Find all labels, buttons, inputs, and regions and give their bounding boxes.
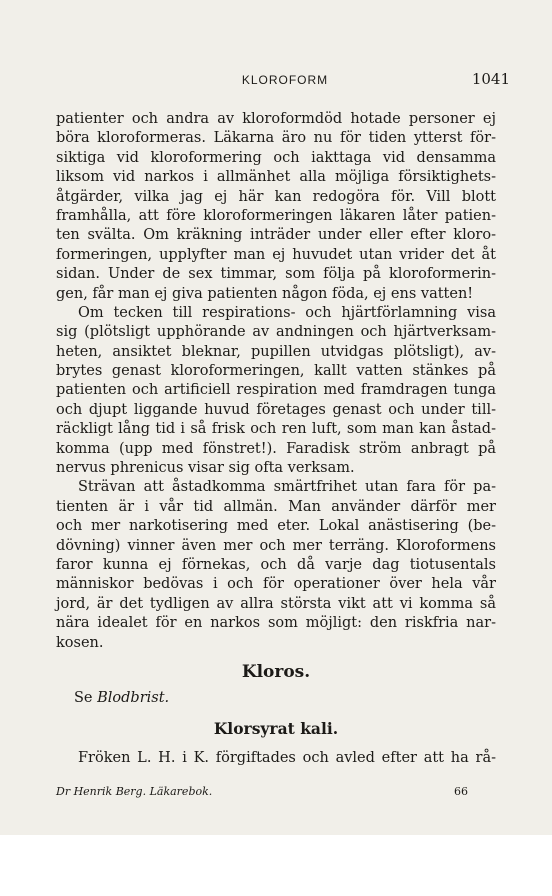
section-heading-kloros: Kloros.	[241, 661, 311, 682]
text-line: jord, är det tydligen av allra största vikt att vi komma så	[56, 595, 496, 612]
signature-mark: 66	[454, 785, 468, 798]
cross-reference-target: Blodbrist.	[97, 689, 170, 706]
paragraph-1	[56, 110, 496, 304]
text-line: Fröken L. H. i K. förgiftades och avled efter att ha rå-	[78, 749, 496, 766]
text-line: sidan. Under de sex timmar, som följa på kloroformerin-	[56, 266, 496, 283]
text-line: patienter och andra av kloroformdöd hotade personer ej	[56, 111, 496, 127]
text-line: och mer narkotisering med eter. Lokal anästisering (be-	[56, 518, 496, 535]
text-line: formeringen, upplyfter man ej huvudet utan vrider det åt	[56, 246, 496, 263]
text-line: och djupt liggande huvud företages genast och under till-	[56, 401, 496, 418]
body-text	[56, 110, 496, 768]
text-line: böra kloroformeras. Läkarna äro nu för tiden ytterst för-	[56, 130, 496, 147]
text-line: tienten är i vår tid allmän. Man använder därför mer	[56, 498, 496, 515]
text-line: människor bedövas i och för operationer över hela vår	[56, 576, 496, 593]
text-line: liksom vid narkos i allmänhet alla möjliga försiktighets-	[56, 169, 496, 186]
section-heading-klorsyrat-kali: Klorsyrat kali.	[213, 718, 339, 738]
text-line: patienten och artificiell respiration med framdragen tunga	[56, 382, 496, 399]
paragraph-3	[56, 478, 496, 653]
footer-imprint: Dr Henrik Berg. Läkarebok.	[56, 785, 213, 798]
text-line: räckligt lång tid i så frisk och ren luft, som man kan åstad-	[56, 421, 496, 438]
text-line: brytes genast kloroformeringen, kallt vatten stänkes på	[56, 363, 496, 380]
text-line: åtgärder, vilka jag ej här kan redogöra för. Vill blott	[56, 188, 496, 205]
text-line: heten, ansiktet bleknar, pupillen utvidgas plötsligt), av-	[56, 343, 496, 360]
text-line: nervus phrenicus visar sig ofta verksam.	[56, 460, 355, 477]
cross-reference-prefix: Se	[74, 689, 93, 706]
text-line: faror kunna ej förnekas, och då varje dag tiotusentals	[56, 556, 496, 573]
text-line: sig (plötsligt upphörande av andningen och hjärtverksam-	[56, 324, 496, 341]
text-line: Strävan att åstadkomma smärtfrihet utan fara för pa-	[78, 479, 496, 496]
text-line: kosen.	[56, 634, 104, 651]
cross-reference	[56, 689, 496, 711]
text-line: Om tecken till respirations- och hjärtförlamning visa	[78, 304, 496, 321]
text-line: gen, får man ej giva patienten någon föda, ej ens vatten!	[56, 285, 474, 302]
paragraph-2	[56, 304, 496, 479]
text-line: dövning) vinner även mer och mer terräng. Kloroformens	[56, 537, 496, 554]
text-line: nära idealet för en narkos som möjligt: den riskfria nar-	[56, 615, 496, 632]
page-header	[60, 70, 510, 94]
text-line: komma (upp med fönstret!). Faradisk ström anbragt på	[56, 440, 496, 457]
text-line: framhålla, att före kloroformeringen läkaren låter patien-	[56, 207, 496, 224]
text-line: ten svälta. Om kräkning inträder under eller efter kloro-	[56, 227, 496, 244]
text-line: siktiga vid kloroformering och iakttaga vid densamma	[56, 149, 496, 166]
page-footer	[56, 785, 496, 805]
running-title: KLOROFORM	[241, 73, 329, 87]
page-number: 1041	[471, 70, 510, 88]
